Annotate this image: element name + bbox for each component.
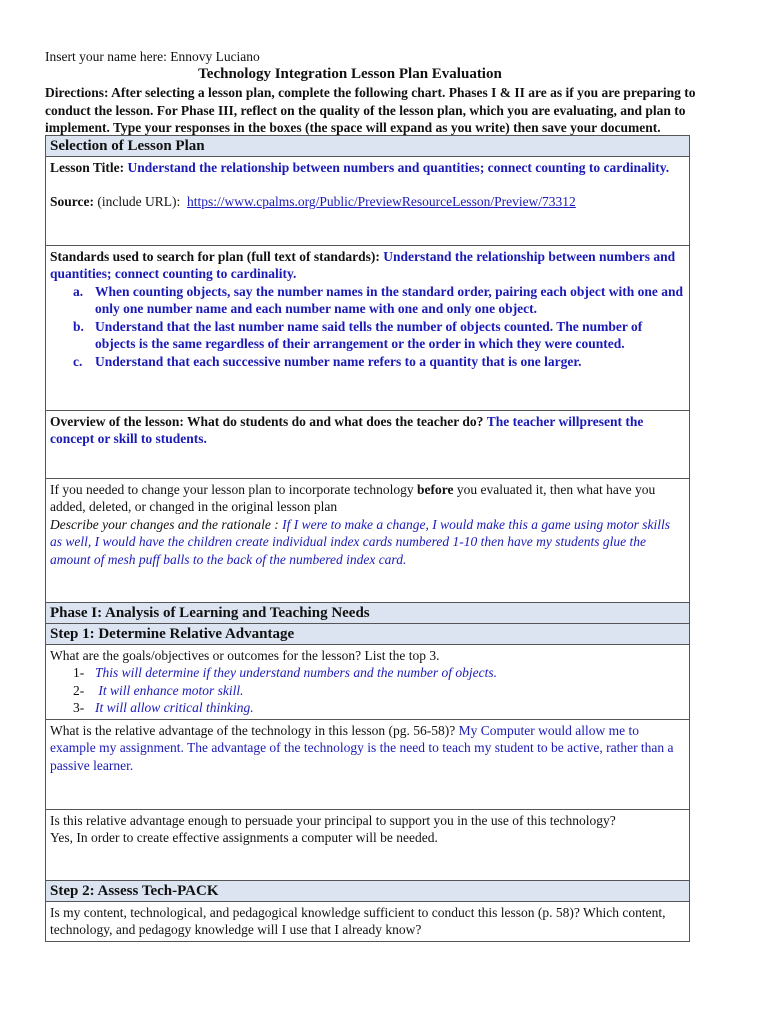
lesson-title-label: Lesson Title:	[50, 159, 125, 175]
change-answer-block	[50, 516, 685, 569]
source-url-link[interactable]: https://www.cpalms.org/Public/PreviewResourceLesson/Preview/73312	[186, 194, 576, 209]
overview-value: The teacher willpresent the concept or skill to students.	[50, 413, 644, 446]
standards-list	[50, 283, 685, 371]
standard-item: b. Understand that the last number name said tells the number of objects counted. The number of objects is the same regardless of their arrangement or the order in which they were counted.	[73, 318, 643, 351]
change-question-pre: If you needed to change your lesson plan to incorporate technology	[50, 481, 418, 497]
standard-item: c. Understand that each successive number name refers to a quantity that is one larger.	[73, 353, 582, 369]
document-title: Technology Integration Lesson Plan Evaluation	[198, 66, 502, 82]
advantage-cell[interactable]	[46, 719, 690, 809]
goal-item: 1- This will determine if they understand numbers and the number of objects.	[73, 665, 497, 680]
goals-list	[50, 664, 685, 717]
change-prompt: Describe your changes and the rationale :	[50, 516, 279, 532]
standards-intro: Understand the relationship between numbers and quantities; connect counting to cardinality.	[50, 248, 676, 281]
source-hint: (include URL):	[97, 194, 181, 209]
evaluation-table	[45, 135, 690, 942]
change-answer: If I were to make a change, I would make this a game using motor skills as well, I would have the children create individual index cards numbered 1-10 then have my students glue the amount of mesh puff balls to the back of the numbered index card.	[50, 516, 671, 567]
overview-cell[interactable]	[46, 410, 690, 478]
advantage-question: What is the relative advantage of the technology in this lesson (pg. 56-58)?	[50, 722, 456, 738]
step2-heading: Step 2: Assess Tech-PACK	[46, 880, 690, 901]
techpack-cell[interactable]	[46, 901, 690, 941]
standards-cell[interactable]	[46, 245, 690, 410]
advantage-answer: My Computer would allow me to example my assignment. The advantage of the technology is the need to teach my student to be active, rather than a passive learner.	[50, 722, 674, 773]
overview-label: Overview of the lesson: What do students do and what does the teacher do?	[50, 413, 484, 429]
change-question-bold: before	[417, 481, 454, 497]
change-cell[interactable]	[46, 478, 690, 602]
goals-question: What are the goals/objectives or outcomes for the lesson? List the top 3.	[50, 647, 440, 663]
persuade-cell[interactable]	[46, 809, 690, 880]
section-heading-phase1: Phase I: Analysis of Learning and Teaching Needs	[46, 602, 690, 623]
step1-heading: Step 1: Determine Relative Advantage	[46, 623, 690, 644]
name-line: Insert your name here: Ennovy Luciano	[45, 49, 260, 64]
change-question-post: you evaluated it, then what have you added, deleted, or changed in the original lesson plan	[50, 481, 656, 514]
goal-item: 3- It will allow critical thinking.	[73, 700, 254, 715]
goals-cell[interactable]	[46, 644, 690, 719]
lesson-title-cell[interactable]	[46, 156, 690, 245]
persuade-question: Is this relative advantage enough to persuade your principal to support you in the use of this technology?	[50, 812, 616, 828]
source-row	[50, 193, 685, 211]
section-heading-selection: Selection of Lesson Plan	[46, 135, 690, 156]
directions-text: Directions: After selecting a lesson plan, complete the following chart. Phases I & II are as if you are preparing to conduct the lesson. For Phase III, reflect on the quality of the lesson plan, which you are evaluating, and plan to implement. Type your responses in the boxes (the space will expand as you write) then save your document.	[45, 85, 696, 135]
standards-label: Standards used to search for plan (full text of standards):	[50, 248, 380, 264]
persuade-answer: Yes, In order to create effective assignments a computer will be needed.	[50, 830, 438, 845]
document-page	[45, 48, 696, 942]
techpack-question: Is my content, technological, and pedagogical knowledge sufficient to conduct this lesson (p. 58)? Which content, technology, and pedagogy knowledge will I use that I already know?	[50, 904, 666, 937]
standard-item: a. When counting objects, say the number names in the standard order, pairing each object with one and only one number name and each number name with one and only one object.	[73, 283, 684, 316]
goal-item: 2- It will enhance motor skill.	[73, 682, 244, 698]
lesson-title-value: Understand the relationship between numbers and quantities; connect counting to cardinality.	[127, 159, 670, 175]
source-label: Source:	[50, 194, 94, 209]
